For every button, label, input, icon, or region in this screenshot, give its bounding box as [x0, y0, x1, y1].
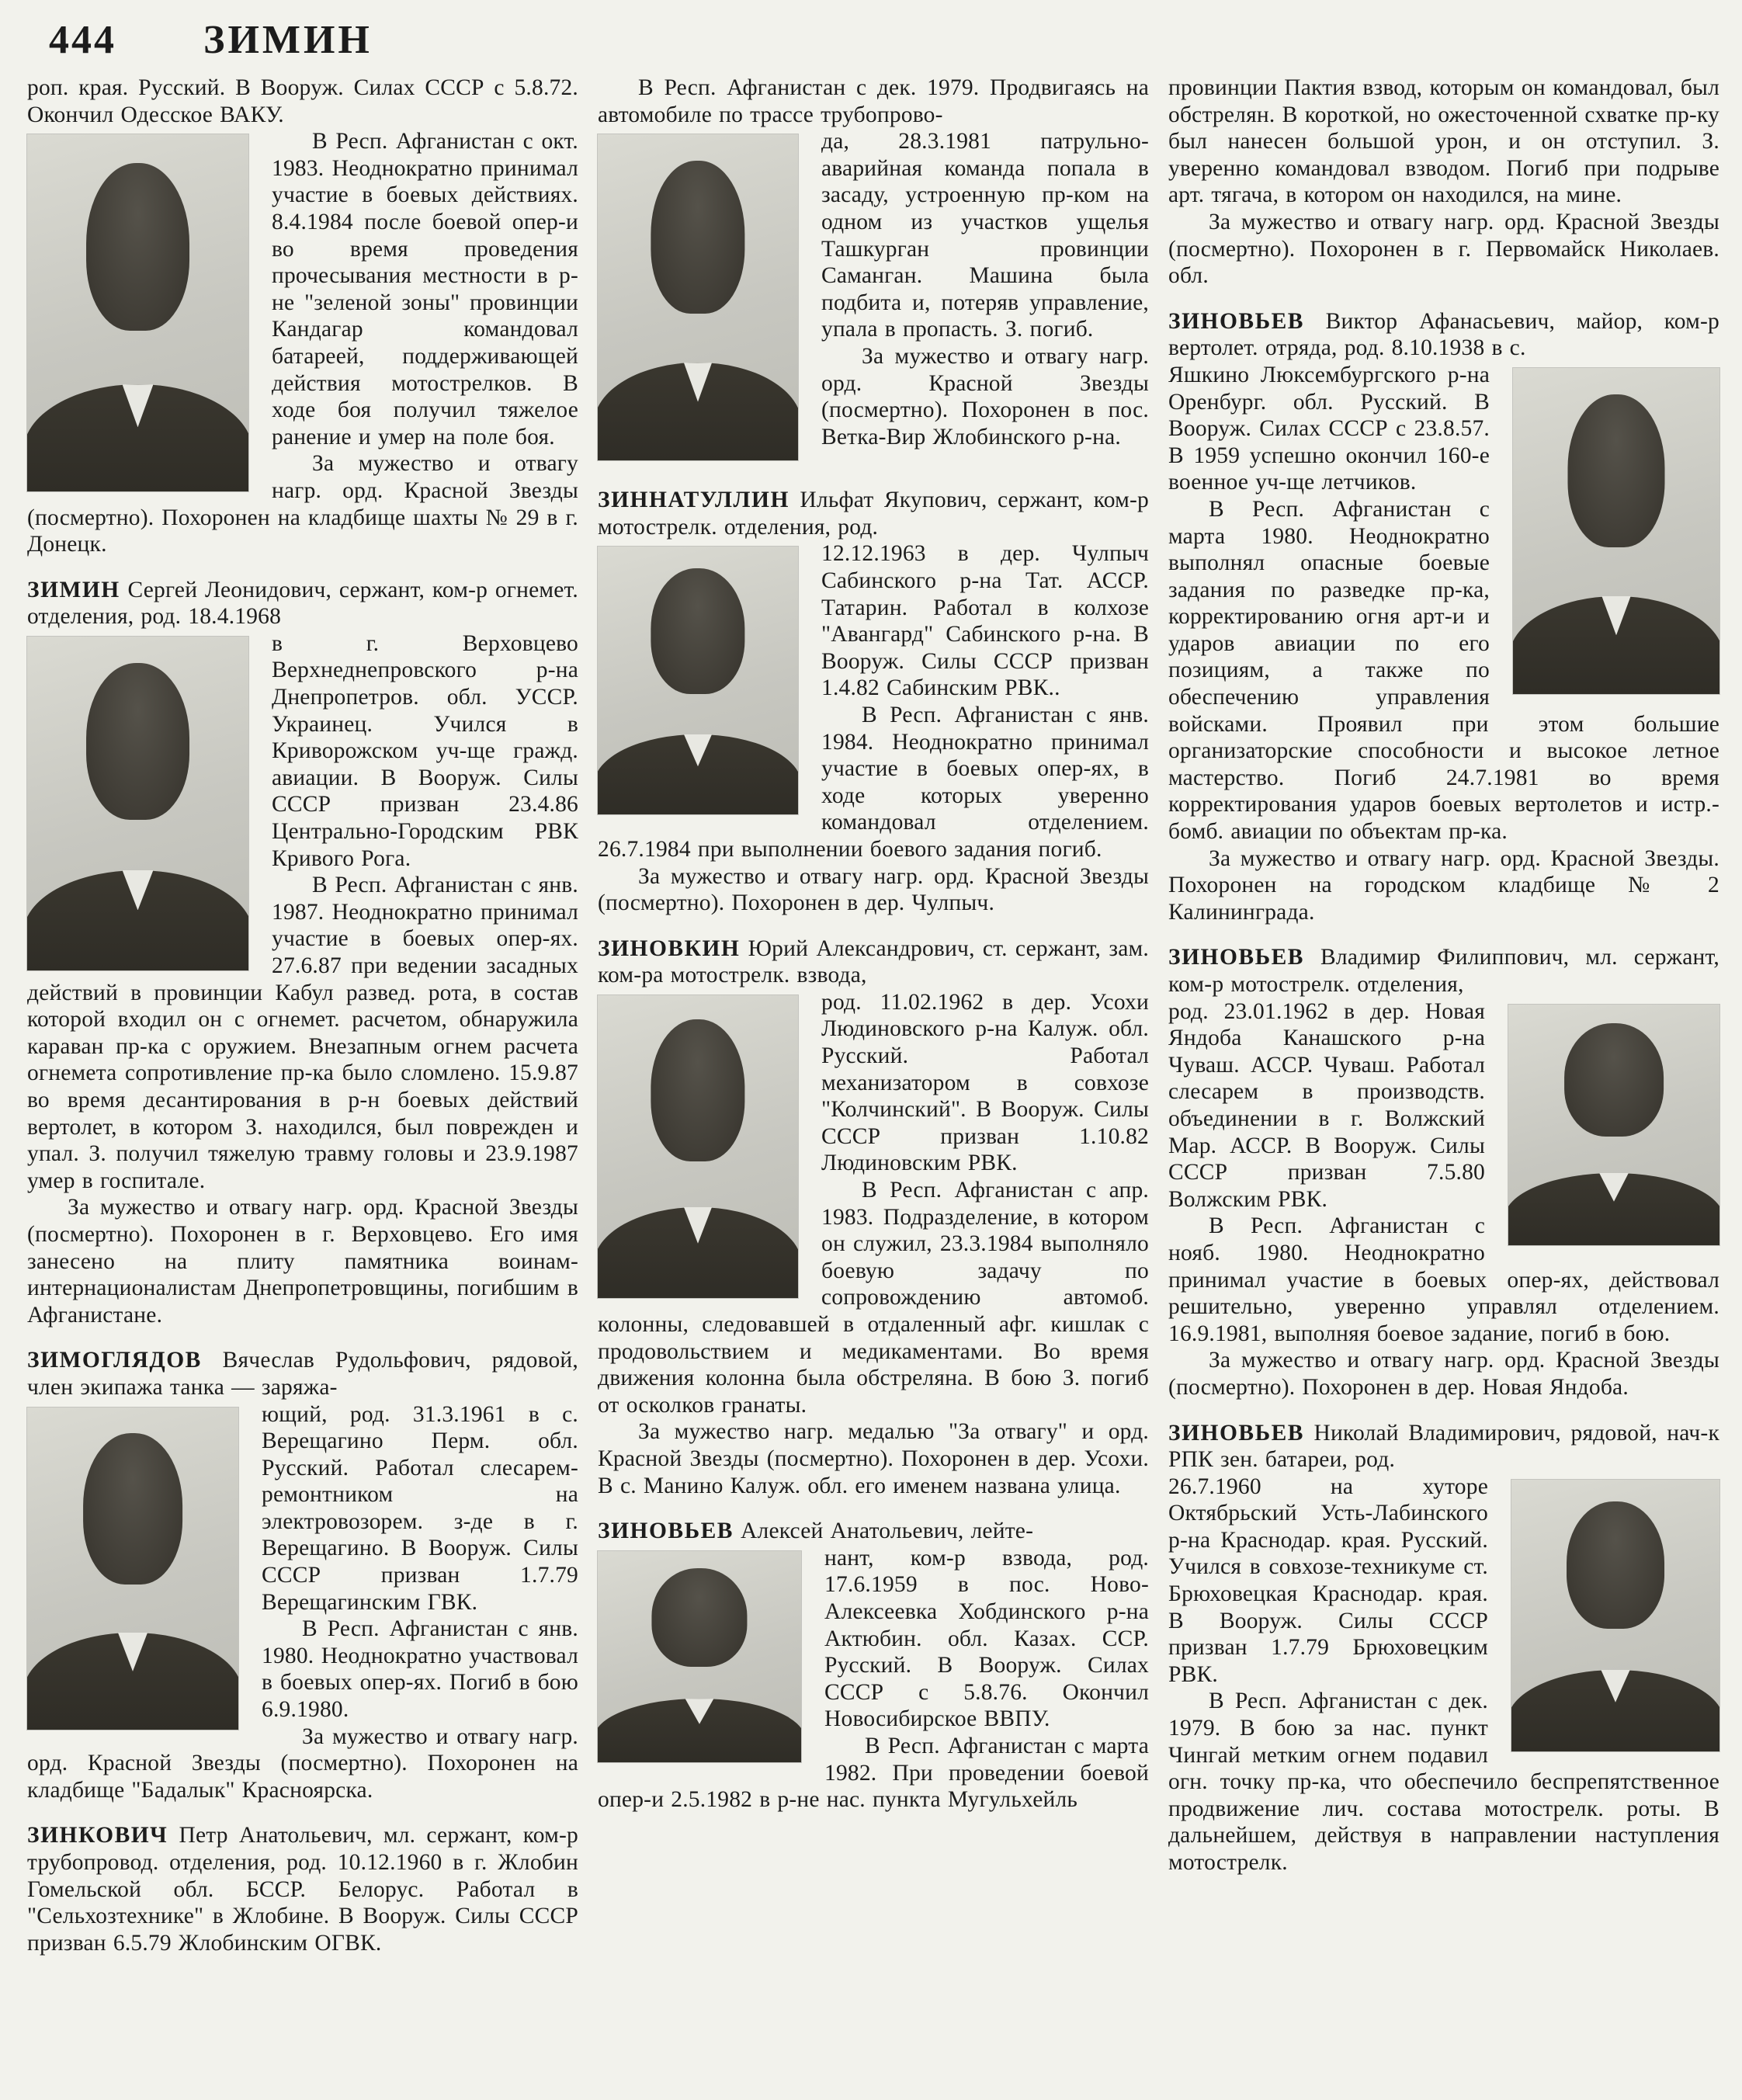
photo-head-silhouette — [86, 163, 190, 331]
entry-continuation-zinkovich — [598, 75, 1149, 468]
intro-text: Юрий Александрович, ст. сержант, зам. ком-ра мотострелк. взвода, — [598, 935, 1149, 988]
text-columns — [27, 75, 1719, 1956]
entry-paragraph: В Респ. Афганистан с нояб. 1980. Неоднократно принимал участие в боевых опер-ях, действовал решительно, уверенно управлял отделением. 16.9.1981, выполняя боевое задание, погиб в бою. — [1168, 1213, 1719, 1346]
entry-intro — [1168, 944, 1719, 998]
portrait-photo — [598, 995, 798, 1298]
portrait-photo — [1513, 368, 1719, 694]
entry-intro — [27, 75, 578, 128]
surname: ЗИНОВЬЕВ — [1168, 945, 1304, 970]
intro-text: Алексей Анатольевич, лейте- — [733, 1519, 1034, 1544]
entry-paragraph: В Респ. Афганистан с янв. 1984. Неоднократно принимал участие в боевых опер-ях, в ходе которых уверенно командовал отделением. 26.7.1984 при выполнении боевого задания погиб. — [598, 702, 1149, 862]
entry-intro — [27, 1347, 578, 1401]
entry-continuation-zinovyev-aleksey — [1168, 75, 1719, 290]
entry-paragraph: В Респ. Афганистан с окт. 1983. Неоднократно принимал участие в боевых действиях. 8.4.1984 после боевой опер-и во время проведения прочесывания местности в р-не "зеленой зоны" провинции Кандагар командовал батареей, поддерживающей действия мотострелков. В ходе боя получил тяжелое ранение и умер на поле боя. — [272, 129, 578, 450]
entry-zinnatullin — [598, 487, 1149, 917]
surname: ЗИНОВЬЕВ — [1168, 308, 1304, 334]
intro-text: Владимир Филиппович, мл. сержант, ком-р мотострелк. отделения, — [1168, 945, 1719, 997]
entry-zinovkin — [598, 935, 1149, 1499]
entry-intro — [27, 577, 578, 630]
entry-paragraph: За мужество и отвагу нагр. орд. Красной Звезды (посмертно). Похоронен в дер. Чулпыч. — [598, 863, 1149, 916]
entry-intro — [598, 935, 1149, 989]
entry-paragraph: В Респ. Афганистан с янв. 1987. Неоднократно принимал участие в боевых опер-ях. 27.6.87 при ведении засадных действий в провинции Кабул развед. рота, в состав которой входил он с огнемет. расчетом, обнаружила караван пр-ка с оружием. Внезапным огнем расчета огнемета сопротивление пр-ка было сломлено. 15.9.87 во время десантирования в р-н боевых действий вертолет, в котором З. находился, был поврежден и упал. З. получил тяжелую травму головы и 23.9.1987 умер в госпитале. — [27, 873, 578, 1193]
surname: ЗИМИН — [27, 577, 120, 602]
entry-paragraph: За мужество и отвагу нагр. орд. Красной Звезды (посмертно). Похоронен на кладбище "Бадалык" Красноярска. — [27, 1723, 578, 1803]
entry-paragraph: В Респ. Афганистан с марта 1982. При проведении боевой опер-и 2.5.1982 в р-не нас. пункта Мугульхейль — [598, 1733, 1149, 1813]
entry-paragraph: Яшкино Люксембургского р-на Оренбург. обл. Русский. В Вооруж. Силах СССР с 23.8.57. В 1959 успешно окончил 160-е военное уч-ще летчиков. — [1168, 362, 1490, 495]
portrait-photo — [27, 637, 248, 970]
running-head: ЗИМИН — [203, 18, 373, 62]
entry-paragraph: В Респ. Афганистан с янв. 1980. Неоднократно участвовал в боевых опер-ях. Погиб в бою 6.9.1980. — [262, 1616, 578, 1723]
photo-head-silhouette — [1564, 1023, 1664, 1137]
entry-paragraph: За мужество и отвагу нагр. орд. Красной Звезды. Похоронен на городском кладбище № 2 Калининграда. — [1168, 845, 1719, 925]
photo-head-silhouette — [651, 568, 744, 694]
entry-intro — [598, 487, 1149, 540]
portrait-photo — [27, 1408, 238, 1730]
entry-paragraph: в г. Верховцево Верхнеднепровского р-на Днепропетров. обл. УССР. Украинец. Учился в Криворожском уч-ще гражд. авиации. В Вооруж. Силы СССР призван 23.4.86 Центрально-Городским РВК Кривого Рога. — [272, 630, 578, 871]
portrait-photo — [27, 134, 248, 491]
surname: ЗИНОВКИН — [598, 935, 741, 961]
intro-text: провинции Пактия взвод, которым он командовал, был обстрелян. В короткой, но ожесточенной схватке пр-ку был нанесен большой урон, и он отступил. З. уверенно командовал взводом. Погиб при подрыве арт. тягача, в котором он находился, на мине. — [1168, 75, 1719, 208]
portrait-photo — [598, 547, 798, 814]
surname: ЗИМОГЛЯДОВ — [27, 1348, 202, 1373]
intro-text: роп. края. Русский. В Вооруж. Силах СССР с 5.8.72. Окончил Одесское ВАКУ. — [27, 75, 578, 127]
intro-text: В Респ. Афганистан с дек. 1979. Продвигаясь на автомобиле по трассе трубопрово- — [598, 75, 1149, 127]
entry-paragraph: В Респ. Афганистан с марта 1980. Неоднократно выполнял опасные боевые задания по разведке пр-ка, корректированию огня арт-и и ударов авиации по его позициям, а также по обеспечению управления войсками. Проявил при этом большие организаторские способности и высокое летное мастерство. Погиб 24.7.1981 во время корректирования ударов боевых вертолетов и истр.-бомб. авиации по объектам пр-ка. — [1168, 496, 1719, 845]
surname: ЗИНОВЬЕВ — [598, 1519, 734, 1544]
column-1 — [27, 75, 578, 1956]
photo-head-silhouette — [651, 161, 744, 314]
portrait-photo — [1511, 1480, 1719, 1751]
entry-paragraph: За мужество и отвагу нагр. орд. Красной Звезды (посмертно). Похоронен в пос. Ветка-Вир Жлобинского р-на. — [821, 343, 1149, 450]
entry-paragraph: За мужество нагр. медалью "За отвагу" и орд. Красной Звезды (посмертно). Похоронен в дер. Усохи. В с. Манино Калуж. обл. его именем названа улица. — [598, 1419, 1149, 1498]
intro-text: Виктор Афанасьевич, майор, ком-р вертолет. отряда, род. 8.10.1938 в с. — [1168, 308, 1719, 361]
entry-zinovyev-vladimir — [1168, 944, 1719, 1401]
photo-head-silhouette — [1567, 1501, 1664, 1630]
photo-head-silhouette — [651, 1568, 747, 1668]
column-3 — [1168, 75, 1719, 1956]
entry-zimoglyadov — [27, 1347, 578, 1803]
entry-zinovyev-nikolay — [1168, 1420, 1719, 1876]
entry-paragraph: род. 23.01.1962 в дер. Новая Яндоба Канашского р-на Чуваш. АССР. Чуваш. Работал слесарем в производств. объединении в г. Волжский Мар. АССР. В Вооруж. Силы СССР призван 7.5.80 Волжским РВК. — [1168, 998, 1485, 1212]
entry-intro — [1168, 308, 1719, 362]
entry-intro — [1168, 1420, 1719, 1473]
portrait-photo — [598, 1551, 801, 1762]
page-number: 444 — [49, 18, 116, 62]
entry-zinovyev-aleksey — [598, 1518, 1149, 1814]
entry-zinovyev-viktor — [1168, 308, 1719, 926]
entry-paragraph: За мужество и отвагу нагр. орд. Красной Звезды (посмертно). Похоронен в г. Верховцево. Его имя занесено на плиту памятника воинам-интернационалистам Днепропетровщины, погибшим в Афганистане. — [27, 1195, 578, 1328]
entry-continuation-zimin-prev — [27, 75, 578, 558]
entry-paragraph: нант, ком-р взвода, род. 17.6.1959 в пос. Ново-Алексеевка Хобдинского р-на Актюбин. обл. Казах. ССР. Русский. В Вооруж. Силах СССР с 5.8.76. Окончил Новосибирское ВВПУ. — [824, 1545, 1149, 1732]
entry-paragraph: род. 11.02.1962 в дер. Усохи Людиновского р-на Калуж. обл. Русский. Работал механизатором в совхозе "Колчинский". В Вооруж. Силы СССР призван 1.10.82 Людиновским РВК. — [821, 989, 1149, 1176]
entry-zinkovich — [27, 1822, 578, 1956]
photo-head-silhouette — [651, 1019, 744, 1161]
entry-paragraph: За мужество и отвагу нагр. орд. Красной Звезды (посмертно). Похоронен на кладбище шахты № 29 в г. Донецк. — [27, 451, 578, 557]
intro-text: Петр Анатольевич, мл. сержант, ком-р трубопровод. отделения, род. 10.12.1960 в г. Жлобин Гомельской обл. БССР. Белорус. Работал в "Сельхозтехнике" в Жлобине. В Вооруж. Силы СССР призван 6.5.79 Жлобинским ОГВК. — [27, 1823, 578, 1956]
entry-paragraph: За мужество и отвагу нагр. орд. Красной Звезды (посмертно). Похоронен в г. Первомайск Николаев. обл. — [1168, 209, 1719, 289]
entry-paragraph: ющий, род. 31.3.1961 в с. Верещагино Перм. обл. Русский. Работал слесарем-ремонтником на электровозорем. з-де в г. Верещагино. В Вооруж. Силы СССР призван 1.7.79 Верещагинским ГВК. — [262, 1401, 578, 1615]
photo-head-silhouette — [1567, 394, 1664, 547]
intro-text: Ильфат Якупович, сержант, ком-р мотострелк. отделения, род. — [598, 488, 1149, 540]
entry-intro — [27, 1822, 578, 1956]
entry-intro — [1168, 75, 1719, 209]
column-2 — [598, 75, 1149, 1956]
entry-paragraph: В Респ. Афганистан с дек. 1979. В бою за нас. пункт Чингай метким огнем подавил огн. точку пр-ка, что обеспечило беспрепятственное продвижение лич. состава мотострелк. роты. В дальнейшем, действуя в направлении наступления мотострелк. — [1168, 1689, 1719, 1875]
entry-paragraph: 26.7.1960 на хуторе Октябрьский Усть-Лабинского р-на Краснодар. края. Русский. Учился в совхозе-техникуме ст. Брюховецкая Краснодар. края. В Вооруж. Силы СССР призван 1.7.79 Брюховецким РВК. — [1168, 1473, 1488, 1687]
photo-head-silhouette — [83, 1433, 182, 1585]
intro-text: Сергей Леонидович, сержант, ком-р огнемет. отделения, род. 18.4.1968 — [27, 577, 578, 630]
page-header — [27, 17, 1719, 64]
surname: ЗИНКОВИЧ — [27, 1823, 168, 1848]
portrait-photo — [1508, 1005, 1719, 1245]
surname: ЗИНОВЬЕВ — [1168, 1420, 1304, 1446]
portrait-photo — [598, 134, 798, 460]
entry-paragraph: да, 28.3.1981 патрульно-аварийная команда попала в засаду, устроенную пр-ком на одном из участков ущелья Ташкурган провинции Саманган. Машина была подбита и, потеряв управление, упала в пропасть. З. погиб. — [821, 129, 1149, 342]
intro-text: Вячеслав Рудольфович, рядовой, член экипажа танка — заряжа- — [27, 1348, 578, 1400]
entry-intro — [598, 1518, 1149, 1545]
entry-paragraph: 12.12.1963 в дер. Чулпыч Сабинского р-на Тат. АССР. Татарин. Работал в колхозе "Авангард" Сабинского р-на. В Вооруж. Силы СССР призван 1.4.82 Сабинским РВК.. — [821, 541, 1149, 701]
entry-paragraph: В Респ. Афганистан с апр. 1983. Подразделение, в котором он служил, 23.3.1984 выполняло боевую задачу по сопровождению автомоб. колонны, следовавшей в отдаленный афг. кишлак с продовольствием и медикаментами. Во время движения колонна была обстреляна. В бою З. погиб от осколков гранаты. — [598, 1178, 1149, 1418]
entry-zimin — [27, 577, 578, 1329]
photo-head-silhouette — [86, 663, 190, 820]
intro-text: Николай Владимирович, рядовой, нач-к РПК зен. батареи, род. — [1168, 1420, 1719, 1473]
entry-paragraph: За мужество и отвагу нагр. орд. Красной Звезды (посмертно). Похоронен в дер. Новая Яндоба. — [1168, 1348, 1719, 1400]
entry-intro — [598, 75, 1149, 128]
surname: ЗИННАТУЛЛИН — [598, 488, 789, 513]
